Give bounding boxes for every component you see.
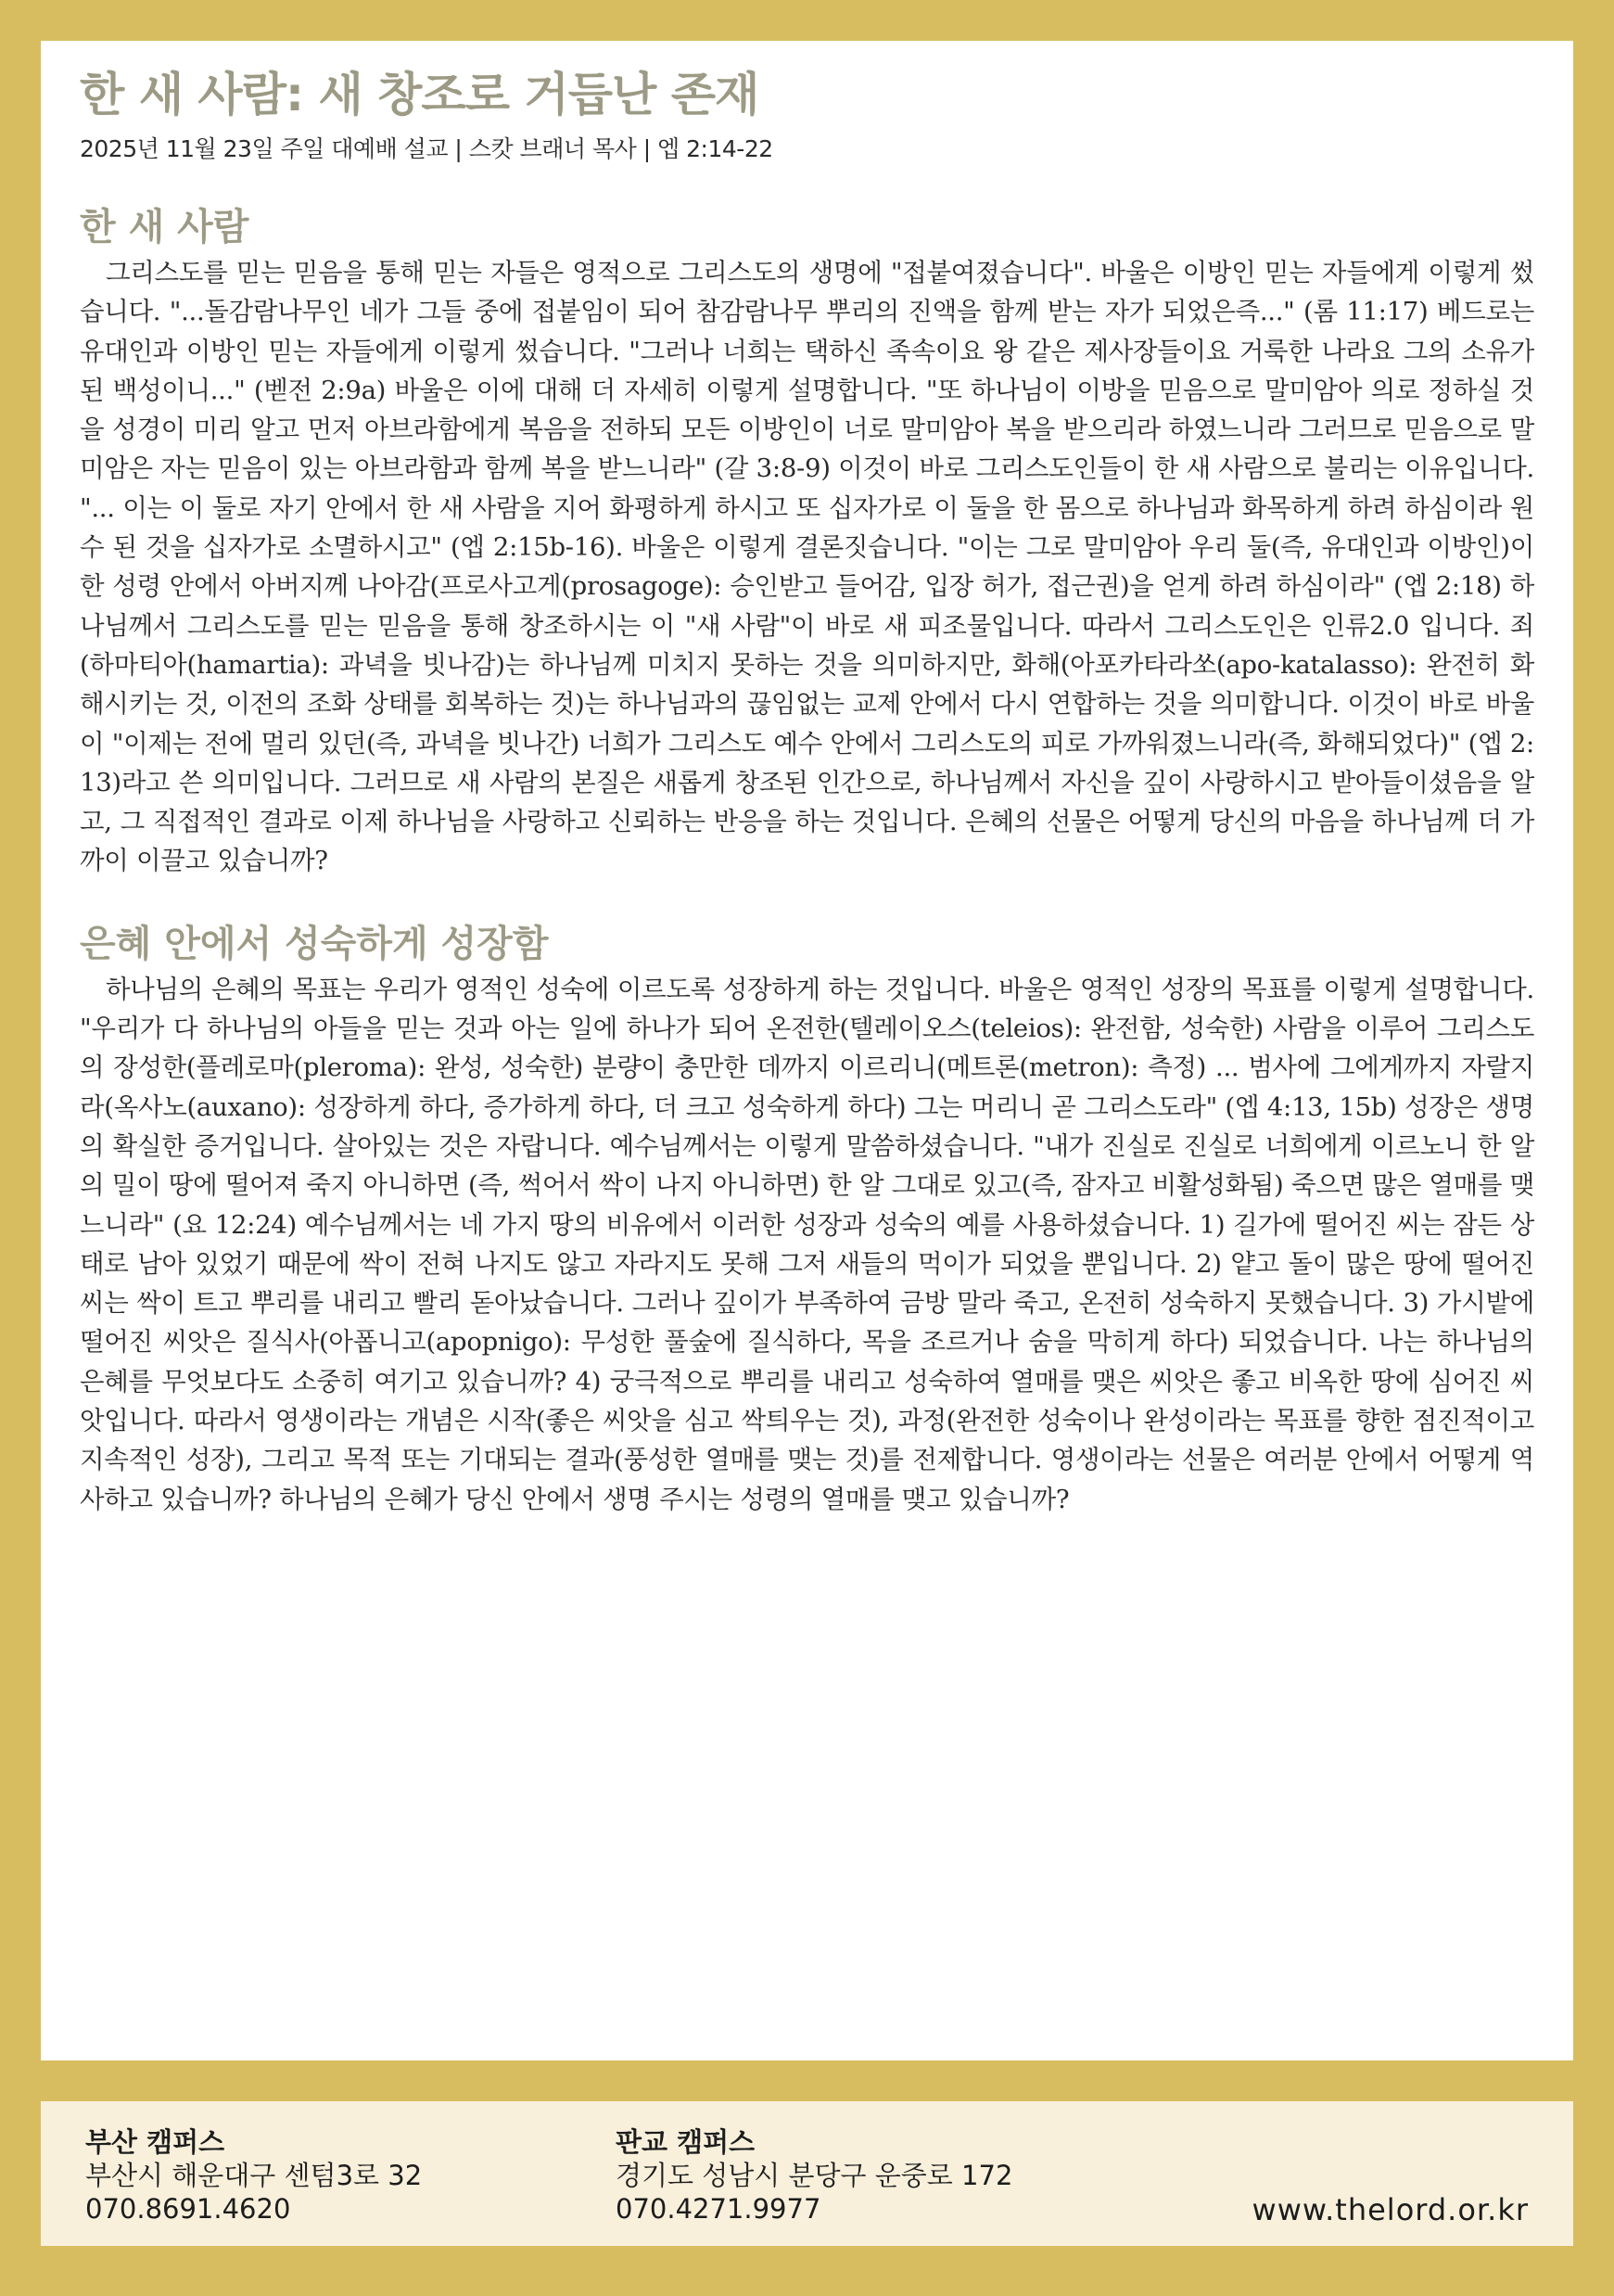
section-heading-growing-in-grace: 은혜 안에서 성숙하게 성장함 (80, 922, 549, 965)
section-heading-one-new-man: 한 새 사람 (80, 206, 249, 249)
campus-busan (85, 2125, 422, 2226)
section-body-one-new-man: 그리스도를 믿는 믿음을 통해 믿는 자들은 영적으로 그리스도의 생명에 "접붙여졌습니다". 바울은 이방인 믿는 자들에게 이렇게 썼습니다. "...돌감람나무인 네가 그들 중에 접붙임이 되어 참감람나무 뿌리의 진액을 함께 받는 자가 되었은즉..." (롬 11:17) 베드로는 유대인과 이방인 믿는 자들에게 이렇게 썼습니다. "그러나 너희는 택하신 족속이요 왕 같은 제사장들이요 거룩한 나라요 그의 소유가 된 백성이니..." (벧전 2:9a) 바울은 이에 대해 더 자세히 이렇게 설명합니다. "또 하나님이 이방을 믿음으로 말미암아 의로 정하실 것을 성경이 미리 알고 먼저 아브라함에게 복음을 전하되 모든 이방인이 너로 말미암아 복을 받으리라 하였느니라 그러므로 믿음으로 말미암은 자는 믿음이 있는 아브라함과 함께 복을 받느니라" (갈 3:8-9) 이것이 바로 그리스도인들이 한 새 사람으로 불리는 이유입니다. "... 이는 이 둘로 자기 안에서 한 새 사람을 지어 화평하게 하시고 또 십자가로 이 둘을 한 몸으로 하나님과 화목하게 하려 하심이라 원수 된 것을 십자가로 소멸하시고" (엡 2:15b-16). 바울은 이렇게 결론짓습니다. "이는 그로 말미암아 우리 둘(즉, 유대인과 이방인)이 한 성령 안에서 아버지께 나아감(프로사고게(prosagoge): 승인받고 들어감, 입장 허가, 접근권)을 얻게 하려 하심이라" (엡 2:18) 하나님께서 그리스도를 믿는 믿음을 통해 창조하시는 이 "새 사람"이 바로 새 피조물입니다. 따라서 그리스도인은 인류2.0 입니다. 죄(하마티아(hamartia): 과녁을 빗나감)는 하나님께 미치지 못하는 것을 의미하지만, 화해(아포카타라쏘(apo-katalasso): 완전히 화해시키는 것, 이전의 조화 상태를 회복하는 것)는 하나님과의 끊임없는 교제 안에서 다시 연합하는 것을 의미합니다. 이것이 바로 바울이 "이제는 전에 멀리 있던(즉, 과녁을 빗나간) 너희가 그리스도 예수 안에서 그리스도의 피로 가까워졌느니라(즉, 화해되었다)" (엡 2:13)라고 쓴 의미입니다. 그러므로 새 사람의 본질은 새롭게 창조된 인간으로, 하나님께서 자신을 깊이 사랑하시고 받아들이셨음을 알고, 그 직접적인 결과로 이제 하나님을 사랑하고 신뢰하는 반응을 하는 것입니다. 은혜의 선물은 어떻게 당신의 마음을 하나님께 더 가까이 이끌고 있습니까? (80, 258, 1534, 876)
section-body-growing-in-grace: 하나님의 은혜의 목표는 우리가 영적인 성숙에 이르도록 성장하게 하는 것입니다. 바울은 영적인 성장의 목표를 이렇게 설명합니다. "우리가 다 하나님의 아들을 믿는 것과 아는 일에 하나가 되어 온전한(텔레이오스(teleios): 완전함, 성숙한) 사람을 이루어 그리스도의 장성한(플레로마(pleroma): 완성, 성숙한) 분량이 충만한 데까지 이르리니(메트론(metron): 측정) ... 범사에 그에게까지 자랄지라(옥사노(auxano): 성장하게 하다, 증가하게 하다, 더 크고 성숙하게 하다) 그는 머리니 곧 그리스도라" (엡 4:13, 15b) 성장은 생명의 확실한 증거입니다. 살아있는 것은 자랍니다. 예수님께서는 이렇게 말씀하셨습니다. "내가 진실로 진실로 너희에게 이르노니 한 알의 밀이 땅에 떨어져 죽지 아니하면 (즉, 썩어서 싹이 나지 아니하면) 한 알 그대로 있고(즉, 잠자고 비활성화됨) 죽으면 많은 열매를 맺느니라" (요 12:24) 예수님께서는 네 가지 땅의 비유에서 이러한 성장과 성숙의 예를 사용하셨습니다. 1) 길가에 떨어진 씨는 잠든 상태로 남아 있었기 때문에 싹이 전혀 나지도 않고 자라지도 못해 그저 새들의 먹이가 되었을 뿐입니다. 2) 얕고 돌이 많은 땅에 떨어진 씨는 싹이 트고 뿌리를 내리고 빨리 돋아났습니다. 그러나 깊이가 부족하여 금방 말라 죽고, 온전히 성숙하지 못했습니다. 3) 가시밭에 떨어진 씨앗은 질식사(아폽니고(apopnigo): 무성한 풀숲에 질식하다, 목을 조르거나 숨을 막히게 하다) 되었습니다. 나는 하나님의 은혜를 무엇보다도 소중히 여기고 있습니까? 4) 궁극적으로 뿌리를 내리고 성숙하여 열매를 맺은 씨앗은 좋고 비옥한 땅에 심어진 씨앗입니다. 따라서 영생이라는 개념은 시작(좋은 씨앗을 심고 싹틔우는 것), 과정(완전한 성숙이나 완성이라는 목표를 향한 점진적이고 지속적인 성장), 그리고 목적 또는 기대되는 결과(풍성한 열매를 맺는 것)를 전제합니다. 영생이라는 선물은 여러분 안에서 어떻게 역사하고 있습니까? 하나님의 은혜가 당신 안에서 생명 주시는 성령의 열매를 맺고 있습니까? (80, 974, 1534, 1514)
campus-pangyo (616, 2125, 1012, 2226)
campus-name: 부산 캠퍼스 (85, 2126, 225, 2158)
sermon-info: 2025년 11월 23일 주일 대예배 설교 | 스캇 브래너 목사 | 엡 2:14-22 (80, 135, 773, 162)
campus-address: 부산시 해운대구 센텀3로 32 (85, 2160, 423, 2191)
page-title: 한 새 사람: 새 창조로 거듭난 존재 (80, 68, 759, 121)
website-link[interactable]: www.thelord.or.kr (1252, 2192, 1529, 2227)
footer (41, 2101, 1573, 2246)
sermon-card (41, 41, 1573, 2060)
campus-phone: 070.8691.4620 (85, 2193, 291, 2225)
campus-phone: 070.4271.9977 (616, 2193, 821, 2225)
campus-address: 경기도 성남시 분당구 운중로 172 (616, 2160, 1013, 2191)
campus-name: 판교 캠퍼스 (616, 2126, 756, 2158)
